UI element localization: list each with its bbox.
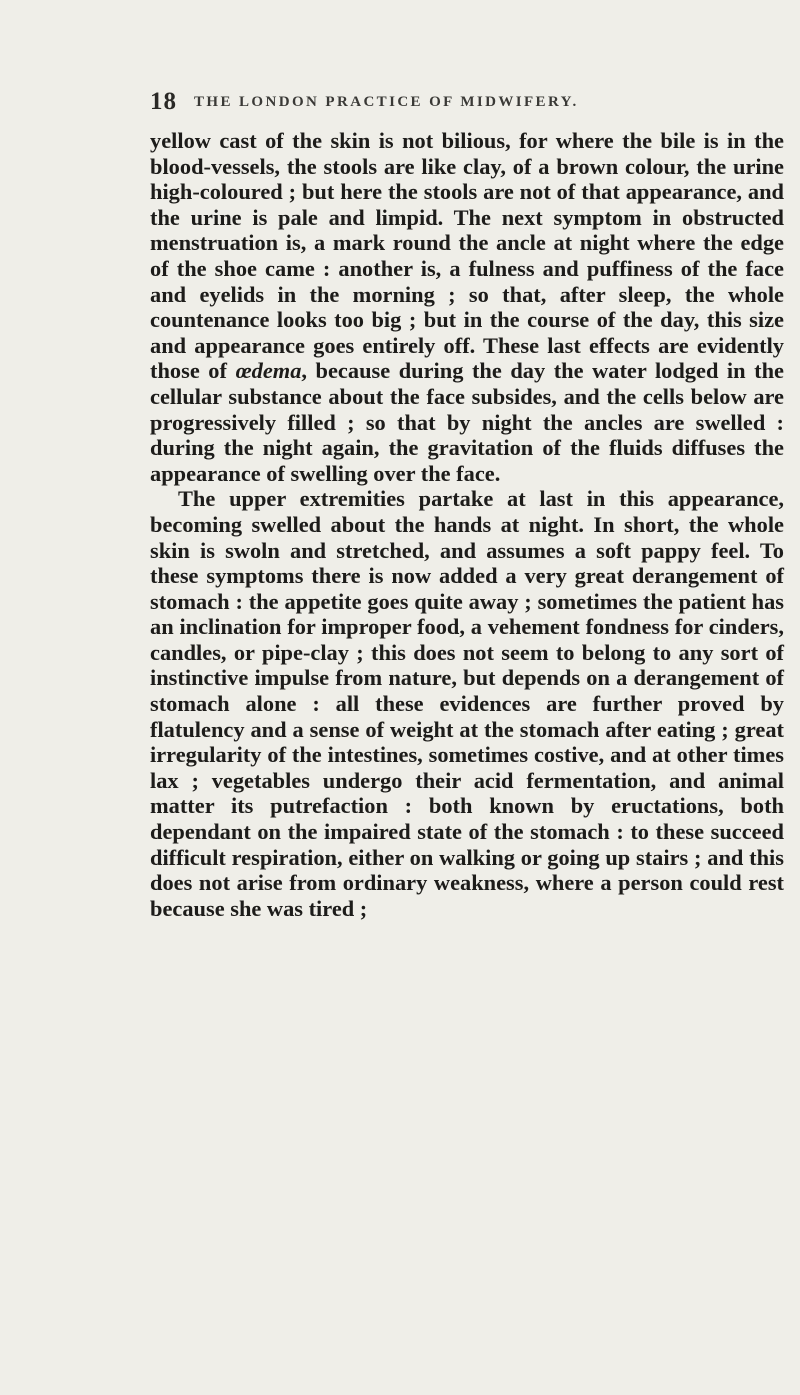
paragraph-1-text-a: yellow cast of the skin is not bilious, for where the bile is in the blood-vessels, the stools are like clay, of a brown colour, the urine high-coloured ; but here the stools are not of that appearance, and the urine is pale and limpid. The next symptom in obstructed menstruation is, a mark round the ancle at night where the edge of the shoe came : another is, a fulness and puffiness of the face and eyelids in the morning ; so that, after sleep, the whole countenance looks too big ; but in the course of the day, this size and appearance goes entirely off. These last effects are evidently those of [150,128,784,384]
body-text [150,128,784,921]
page-number: 18 [150,88,177,115]
running-title: THE LONDON PRACTICE OF MIDWIFERY. [194,94,579,110]
running-header [150,88,800,118]
paragraph-1-text-b: , because during the day the water lodged in the cellular substance about the face subsides, and the cells below are progressively filled ; so that by night the ancles are swelled : during the night again, the gravitation of the fluids diffuses the appearance of swelling over the face. [150,358,784,486]
paragraph-upper-extremities: The upper extremities partake at last in this appearance, becoming swelled about the hands at night. In short, the whole skin is swoln and stretched, and assumes a soft pappy feel. To these symptoms there is now added a very great derangement of stomach : the appetite goes quite away ; sometimes the patient has an inclination for improper food, a vehement fondness for cinders, candles, or pipe-clay ; this does not seem to belong to any sort of instinctive impulse from nature, but depends on a derangement of stomach alone : all these evidences are further proved by flatulency and a sense of weight at the stomach after eating ; great irregularity of the intestines, sometimes costive, and at other times lax ; vegetables undergo their acid fermentation, and animal matter its putrefaction : both known by eructations, both dependant on the impaired state of the stomach : to these succeed difficult respiration, either on walking or going up stairs ; and this does not arise from ordinary weakness, where a person could rest because she was tired ; [150,486,784,921]
paragraph-continued [150,128,784,486]
italic-term-oedema: œdema [235,358,302,384]
